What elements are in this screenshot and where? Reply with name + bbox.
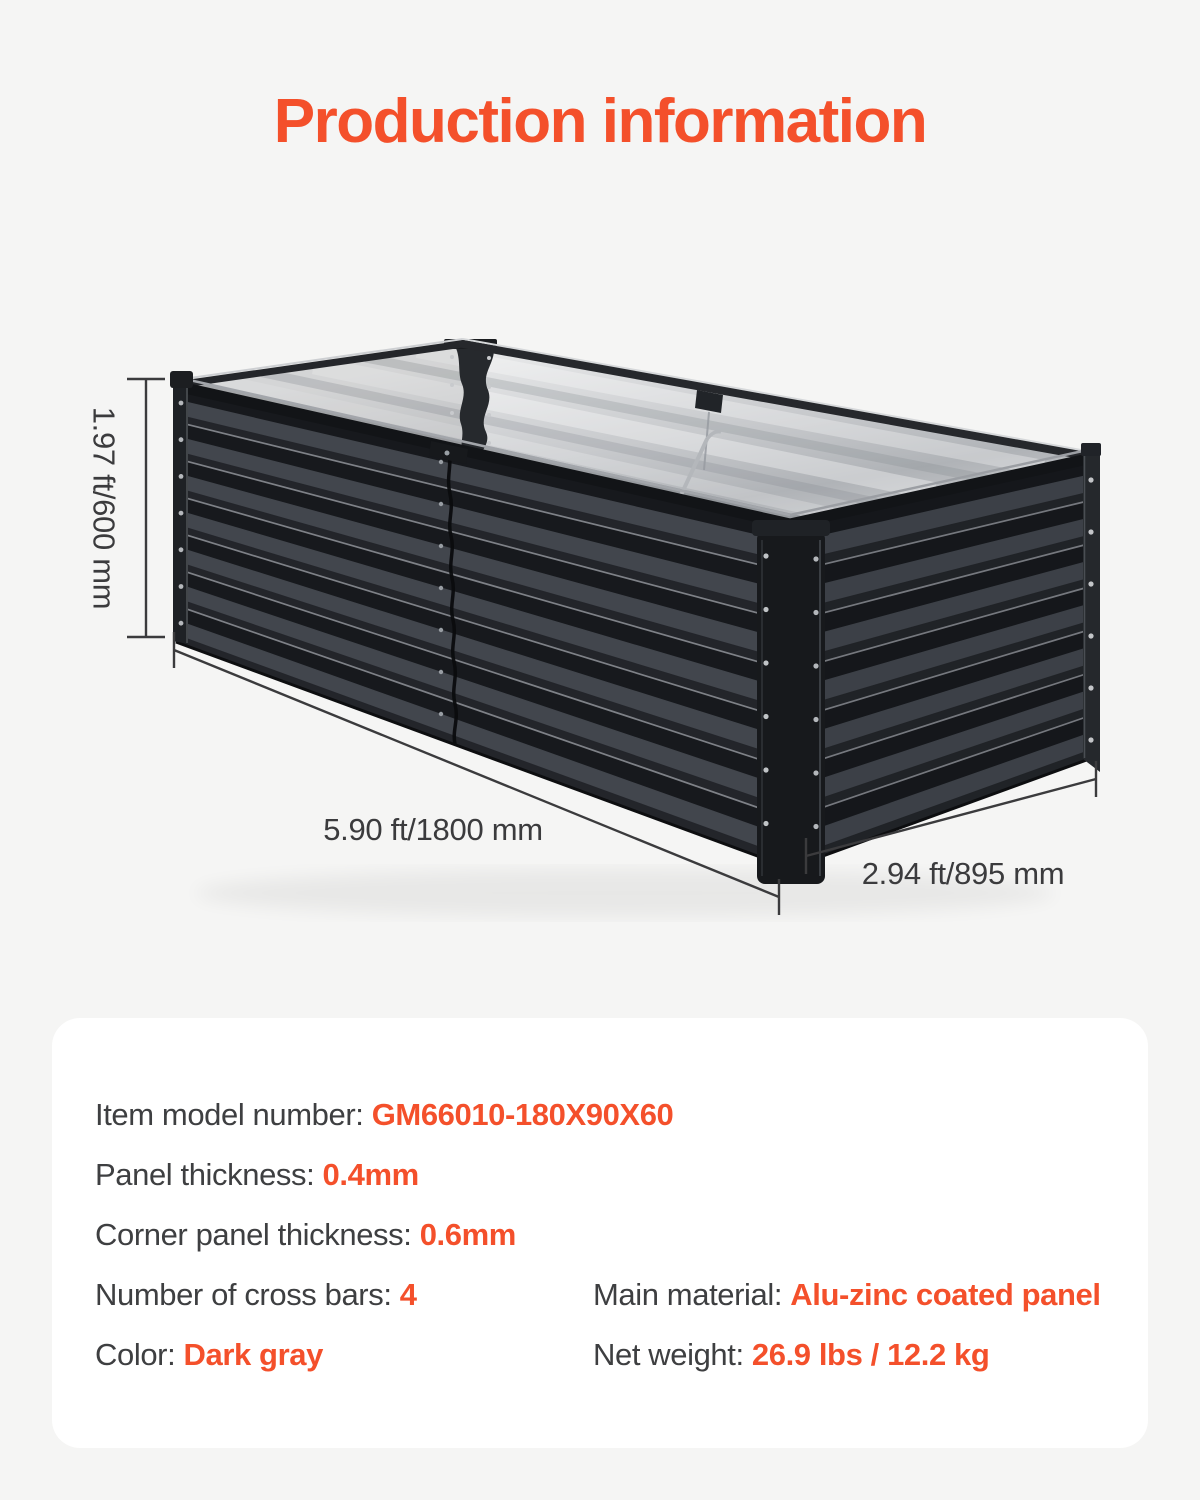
spec-value: GM66010-180X90X60 [371, 1097, 674, 1132]
spec-label: Number of cross bars: [95, 1277, 400, 1312]
spec-value: 4 [399, 1277, 417, 1312]
spec-value: Alu-zinc coated panel [790, 1277, 1101, 1312]
height-dimension-label: 1.97 ft/600 mm [86, 406, 122, 610]
spec-label: Net weight: [593, 1337, 752, 1372]
spec-row-model [95, 1095, 673, 1135]
spec-label: Item model number: [95, 1097, 372, 1132]
page-title: Production information [273, 87, 927, 156]
spec-label: Corner panel thickness: [95, 1217, 420, 1252]
front-post-cap [752, 520, 830, 536]
height-dimension [127, 379, 165, 637]
spec-row-weight [593, 1335, 989, 1375]
spec-row-color [95, 1335, 323, 1375]
spec-value: Dark gray [183, 1337, 323, 1372]
spec-row-corner-thickness [95, 1215, 516, 1255]
spec-value: 0.6mm [419, 1217, 516, 1252]
spec-label: Main material: [593, 1277, 791, 1312]
spec-label: Panel thickness: [95, 1157, 323, 1192]
right-corner-cap [1081, 443, 1101, 456]
left-corner-cap [170, 371, 193, 388]
spec-value: 0.4mm [322, 1157, 419, 1192]
spec-row-material [593, 1275, 1101, 1315]
spec-card [52, 1018, 1148, 1448]
front-corner-post [757, 531, 825, 884]
spec-row-panel-thickness [95, 1155, 419, 1195]
length-dimension-label: 5.90 ft/1800 mm [323, 812, 543, 847]
spec-value: 26.9 lbs / 12.2 kg [751, 1337, 990, 1372]
spec-row-cross-bars [95, 1275, 417, 1315]
spec-label: Color: [95, 1337, 184, 1372]
width-dimension-label: 2.94 ft/895 mm [861, 856, 1065, 891]
